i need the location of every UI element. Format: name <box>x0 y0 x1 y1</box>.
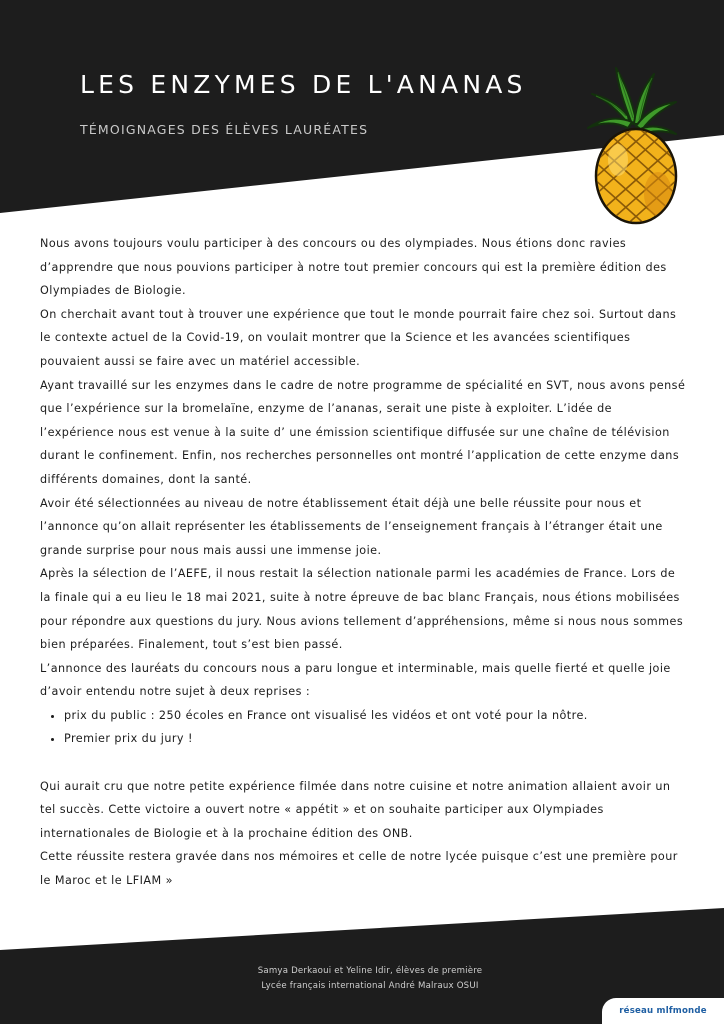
paragraph: Après la sélection de l’AEFE, il nous restait la sélection nationale parmi les académies de France. Lors de la finale qui a eu lieu le 18 mai 2021, suite à notre épreuve de bac blanc Français, nous étions mobilisées pour répondre aux questions du jury. Nous avions tellement d’appréhensions, même si nous nous sommes bien préparées. Finalement, tout s’est bien passé. <box>40 567 684 652</box>
prize-list <box>40 704 690 751</box>
paragraph: Cette réussite restera gravée dans nos mémoires et celle de notre lycée puisque c’est une première pour le Maroc et le LFIAM » <box>40 850 678 888</box>
paragraph: Qui aurait cru que notre petite expérience filmée dans notre cuisine et notre animation allaient avoir un tel succès. Cette victoire a ouvert notre « appétit » et on souhaite participer aux Olympiades internationales de Biologie et à la prochaine édition des ONB. <box>40 779 671 840</box>
network-logo <box>602 998 724 1024</box>
footer-authors: Samya Derkaoui et Yeline Idir, élèves de première <box>257 966 483 976</box>
page-title: LES ENZYMES DE L'ANANAS <box>80 70 527 99</box>
list-item: • prix du public : 250 écoles en France ont visualisé les vidéos et ont voté pour la nôtre. <box>64 704 690 728</box>
paragraph: On cherchait avant tout à trouver une expérience que tout le monde pourrait faire chez soi. Surtout dans le contexte actuel de la Covid-19, on voulait montrer que la Science et les avancées scientifiques pouvaient aussi se faire avec un matériel accessible. <box>40 307 677 368</box>
pineapple-icon <box>578 64 684 226</box>
footer-school: Lycée français international André Malraux OSUI <box>261 981 479 991</box>
footer-credits <box>200 964 540 994</box>
list-item: • Premier prix du jury ! <box>64 727 690 751</box>
logo-text: réseau mlfmonde <box>619 1006 707 1016</box>
page-subtitle: TÉMOIGNAGES DES ÉLÈVES LAURÉATES <box>80 122 369 137</box>
paragraph: Avoir été sélectionnées au niveau de notre établissement était déjà une belle réussite pour nous et l’annonce qu’on allait représenter les établissements de l’enseignement français à l’étranger était une grande surprise pour nous mais aussi une immense joie. <box>40 496 663 557</box>
paragraph: Nous avons toujours voulu participer à des concours ou des olympiades. Nous étions donc ravies d’apprendre que nous pouvions participer à notre tout premier concours qui est la première édition des Olympiades de Biologie. <box>40 237 667 298</box>
paragraph: Ayant travaillé sur les enzymes dans le cadre de notre programme de spécialité en SVT, nous avons pensé que l’expérience sur la bromelaïne, enzyme de l’ananas, serait une piste à exploiter. L’idée de l’expérience nous est venue à la suite d’ une émission scientifique diffusée sur une chaîne de télévision durant le confinement. Enfin, nos recherches personnelles ont montré l’application de cette enzyme dans différents domaines, dont la santé. <box>40 378 686 486</box>
paragraph: L’annonce des lauréats du concours nous a paru longue et interminable, mais quelle fierté et quelle joie d’avoir entendu notre sujet à deux reprises : <box>40 661 671 699</box>
article-body <box>40 232 690 893</box>
